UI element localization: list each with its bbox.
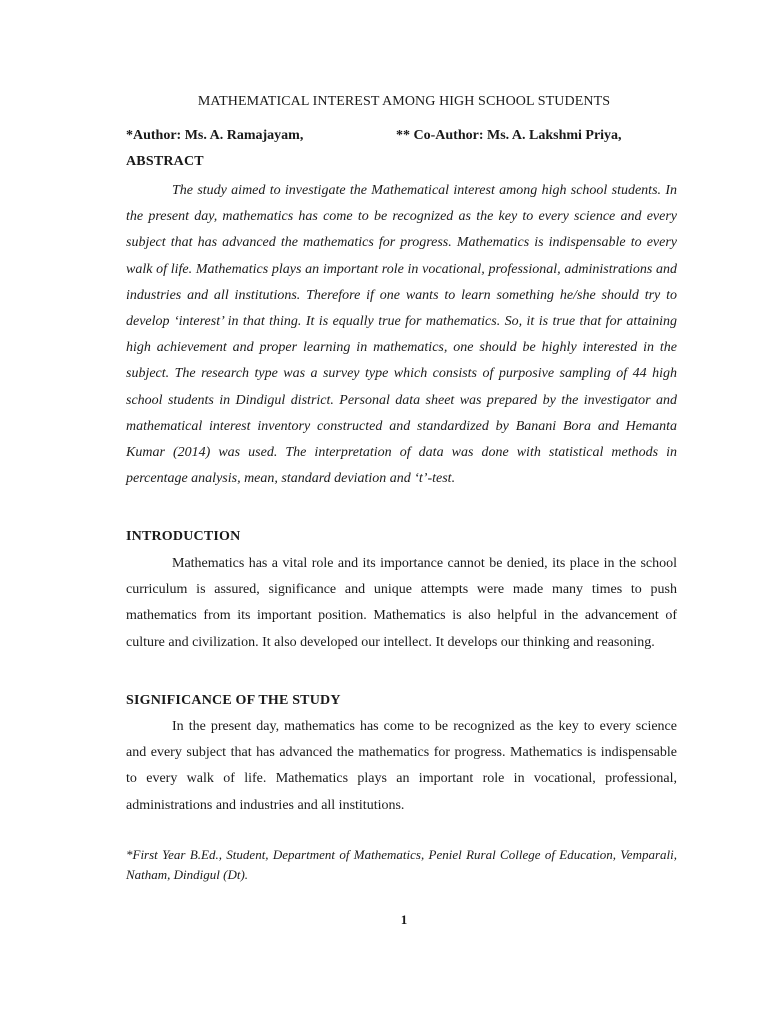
introduction-text: Mathematics has a vital role and its importance cannot be denied, its place in the school curriculum is assured, significance and unique attempts were made many times to push mathematics from its important position. Mathematics is also helpful in the advancement of culture and civilization. It also developed our intellect. It develops our thinking and reasoning. — [126, 556, 677, 650]
author-line — [126, 128, 686, 144]
author-footnote: *First Year B.Ed., Student, Department of Mathematics, Peniel Rural College of Education, Vemparali, Natham, Dindigul (Dt). — [126, 847, 677, 882]
document-title: MATHEMATICAL INTEREST AMONG HIGH SCHOOL STUDENTS — [197, 94, 611, 109]
significance-text: In the present day, mathematics has come to be recognized as the key to every science and every subject that has advanced the mathematics for progress. Mathematics is indispensable to every walk of life. Mathematics plays an important role in vocational, professional, administrations and industries and all institutions. — [126, 719, 677, 813]
author-name: *Author: Ms. A. Ramajayam, — [126, 128, 304, 143]
significance-heading: SIGNIFICANCE OF THE STUDY — [126, 693, 341, 708]
introduction-heading: INTRODUCTION — [126, 529, 241, 544]
page-number: 1 — [400, 912, 408, 927]
abstract-heading: ABSTRACT — [126, 154, 204, 169]
abstract-text: The study aimed to investigate the Mathematical interest among high school students. In the present day, mathematics has come to be recognized as the key to every science and every subject that has advanced the mathematics for progress. Mathematics is indispensable to every walk of life. Mathematics plays an important role in vocational, professional, administrations and industries and all institutions. Therefore if one wants to learn something he/she should try to develop ‘interest’ in that thing. It is equally true for mathematics. So, it is true that for attaining high achievement and proper learning in mathematics, one should be highly interested in the subject. The research type was a survey type which consists of purposive sampling of 44 high school students in Dindigul district. Personal data sheet was prepared by the investigator and mathematical interest inventory constructed and standardized by Banani Bora and Hemanta Kumar (2014) was used. The interpretation of data was done with statistical methods in percentage analysis, mean, standard deviation and ‘t’-test. — [126, 183, 677, 487]
co-author-name: ** Co-Author: Ms. A. Lakshmi Priya, — [396, 128, 622, 143]
